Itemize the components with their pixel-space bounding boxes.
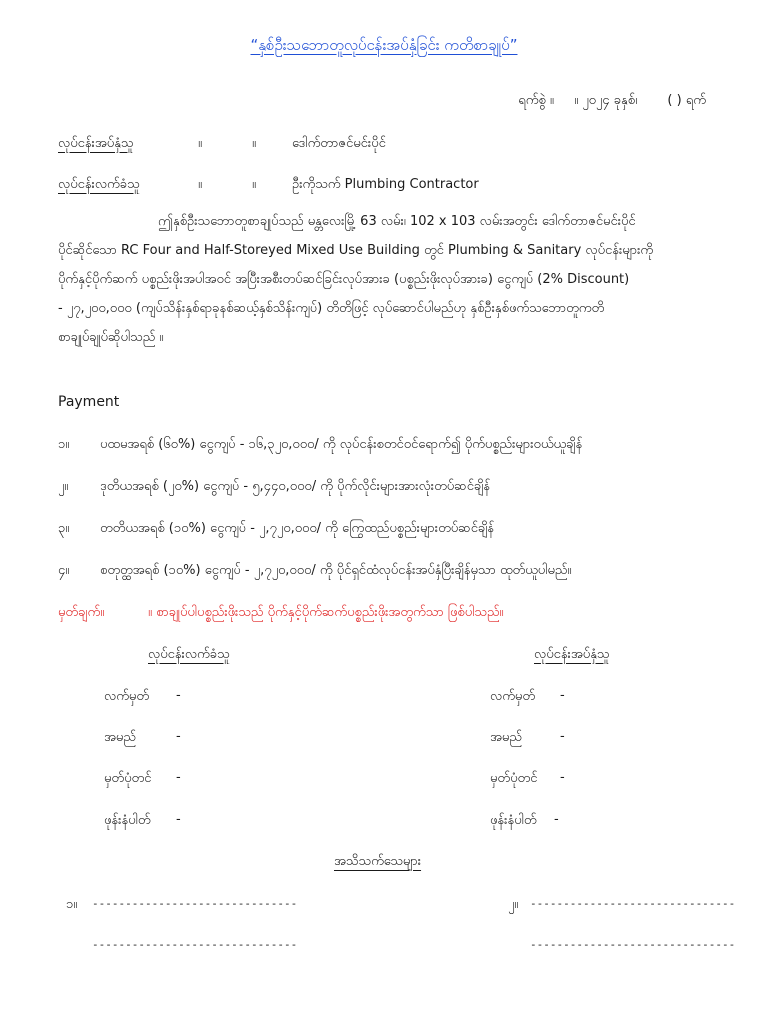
left-phone-dash: - bbox=[176, 812, 181, 827]
right-nrc-dash: - bbox=[560, 770, 565, 785]
payment-item-text: စတုတ္ထအရစ် (၁၀%) ငွေကျပ် - ၂,၇၂၀,၀၀၀/ ကို ပိုင်ရှင်ထံလုပ်ငန်းအပ်နှံပြီးချိန်မှသာ ထုတ်ယူပါမည်။ bbox=[100, 563, 572, 578]
left-name-label: အမည် bbox=[104, 730, 136, 745]
party-contractor-value: ဦးကိုသက် Plumbing Contractor bbox=[292, 177, 479, 192]
payment-heading: Payment bbox=[58, 394, 120, 410]
right-name-label: အမည် bbox=[490, 730, 522, 745]
left-nrc-label: မှတ်ပုံတင် bbox=[104, 771, 152, 786]
witness-1-line: ------------------------------- bbox=[92, 897, 298, 910]
party-contractor-sep1: ။ bbox=[198, 177, 202, 192]
payment-item-text: ဒုတိယအရစ် (၂၀%) ငွေကျပ် - ၅,၄၄၀,၀၀၀/ ကို ပိုက်လိုင်းများအားလုံးတပ်ဆင်ချိန် bbox=[100, 479, 491, 494]
note-label: မှတ်ချက်။ bbox=[58, 605, 105, 620]
right-signature-dash: - bbox=[560, 688, 565, 703]
agreement-line-1: ဤနှစ်ဦးသဘောတူစာချုပ်သည် မန္တလေးမြို့ 63 လမ်း၊ 102 x 103 လမ်းအတွင်း ဒေါက်တာဇင်မင်းပိုင် bbox=[158, 214, 636, 229]
agreement-line-5: စာချုပ်ချုပ်ဆိုပါသည် ။ bbox=[58, 330, 164, 345]
party-owner-sep2: ။ bbox=[252, 136, 256, 151]
date-line bbox=[518, 92, 706, 111]
left-signature-label: လက်မှတ် bbox=[104, 689, 149, 704]
signature-heading-owner: လုပ်ငန်းအပ်နှံသူ bbox=[534, 647, 610, 662]
party-owner-value: ဒေါက်တာဇင်မင်းပိုင် bbox=[292, 136, 386, 151]
agreement-line-2: ပိုင်ဆိုင်သော RC Four and Half-Storeyed Mixed Use Building တွင် Plumbing & Sanitary လုပ်ငန်းများကို bbox=[58, 243, 654, 258]
witnesses-heading: အသိသက်သေများ bbox=[334, 854, 422, 869]
witness-2-num: ၂။ bbox=[508, 897, 519, 912]
party-owner-label: လုပ်ငန်းအပ်နှံသူ bbox=[58, 136, 134, 151]
date-day: ( ) ရက် bbox=[667, 93, 706, 108]
right-name-dash: - bbox=[560, 729, 565, 744]
right-nrc-label: မှတ်ပုံတင် bbox=[490, 771, 538, 786]
witness-1-line-2: ------------------------------- bbox=[92, 938, 298, 951]
right-phone-label: ဖုန်းနံပါတ် bbox=[490, 813, 537, 828]
document-title: “နှစ်ဦးသဘောတူလုပ်ငန်းအပ်နှံခြင်း ကတိစာချုပ်” bbox=[250, 36, 518, 54]
payment-item-num: ၃။ bbox=[58, 521, 70, 536]
payment-item-text: တတိယအရစ် (၁၀%) ငွေကျပ် - ၂,၇၂၀,၀၀၀/ ကို ကြွေထည်ပစ္စည်းများတပ်ဆင်ချိန် bbox=[100, 521, 495, 536]
note-text: ။ စာချုပ်ပါပစ္စည်းဖိုးသည် ပိုက်နှင့်ပိုက်ဆက်ပစ္စည်းဖိုးအတွက်သာ ဖြစ်ပါသည်။ bbox=[148, 605, 504, 620]
date-year: ။ ၂၀၂၄ ခုနှစ်၊ bbox=[574, 93, 638, 108]
witness-2-line: ------------------------------- bbox=[530, 897, 736, 910]
payment-item-num: ၂။ bbox=[58, 479, 69, 494]
left-nrc-dash: - bbox=[176, 770, 181, 785]
payment-item-text: ပထမအရစ် (၆၀%) ငွေကျပ် - ၁၆,၃၂၀,၀၀၀/ ကို လုပ်ငန်းစတင်ဝင်ရောက်၍ ပိုက်ပစ္စည်းများဝယ်ယူချိန် bbox=[100, 437, 583, 452]
left-name-dash: - bbox=[176, 729, 181, 744]
date-label: ရက်စွဲ ။ bbox=[518, 93, 554, 108]
agreement-line-4: - ၂၇,၂၀၀,၀၀၀ (ကျပ်သိန်းနှစ်ရာခုနစ်ဆယ့်နှစ်သိန်းကျပ်) တိတိဖြင့် လုပ်ဆောင်ပါမည်ဟု နှစ်ဦးနှစ်ဖက်သဘောတူကတိ bbox=[58, 301, 605, 316]
party-contractor-label: လုပ်ငန်းလက်ခံသူ bbox=[58, 177, 140, 192]
witness-2-line-2: ------------------------------- bbox=[530, 938, 736, 951]
witness-1-num: ၁။ bbox=[66, 897, 78, 912]
payment-item-num: ၄။ bbox=[58, 563, 70, 578]
left-phone-label: ဖုန်းနံပါတ် bbox=[104, 813, 151, 828]
party-owner-sep1: ။ bbox=[198, 136, 202, 151]
right-phone-dash: - bbox=[554, 812, 559, 827]
payment-item-num: ၁။ bbox=[58, 437, 70, 452]
party-contractor-sep2: ။ bbox=[252, 177, 256, 192]
left-signature-dash: - bbox=[176, 688, 181, 703]
agreement-line-3: ပိုက်နှင့်ပိုက်ဆက် ပစ္စည်းဖိုးအပါအဝင် အပြီးအစီးတပ်ဆင်ခြင်းလုပ်အားခ (ပစ္စည်းဖိုးလုပ်အားခ) ငွေကျပ် (2% Discount) bbox=[58, 272, 630, 287]
right-signature-label: လက်မှတ် bbox=[490, 689, 535, 704]
signature-heading-contractor: လုပ်ငန်းလက်ခံသူ bbox=[148, 647, 230, 662]
